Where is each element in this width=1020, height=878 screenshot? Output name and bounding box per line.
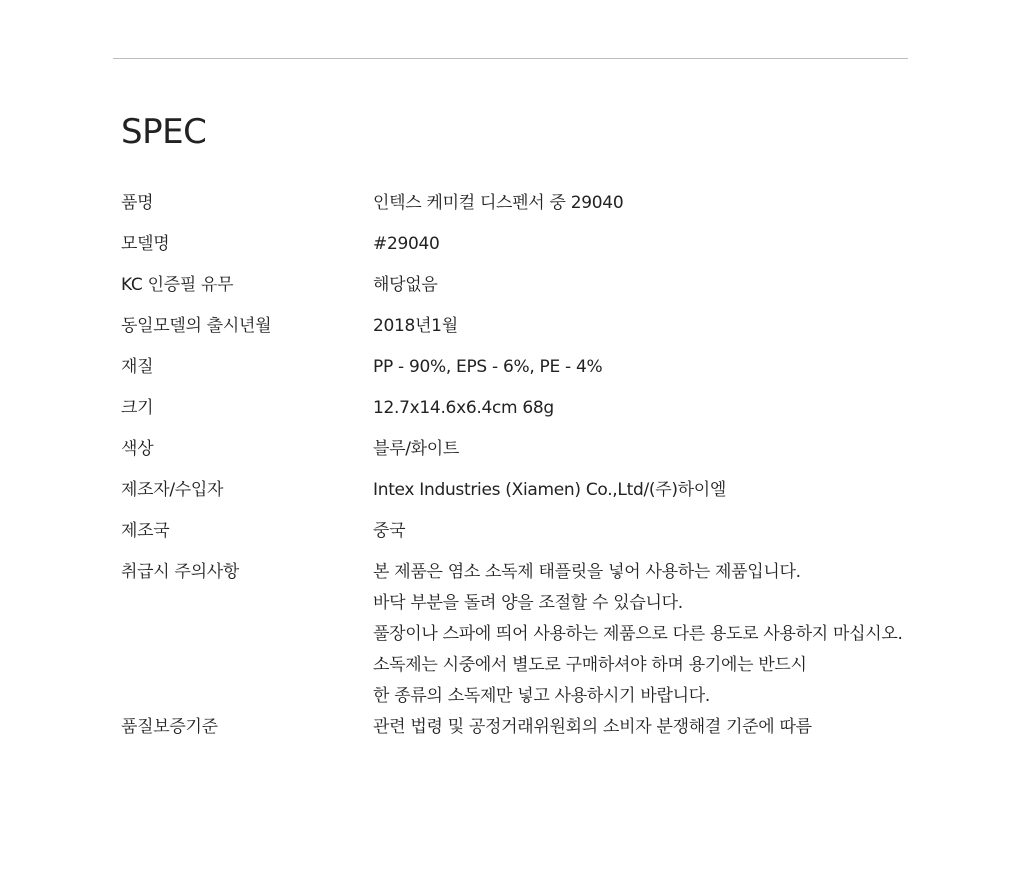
spec-label: 취급시 주의사항 bbox=[121, 562, 239, 582]
spec-label: 모델명 bbox=[121, 234, 170, 254]
spec-row-model-name bbox=[121, 229, 921, 270]
precaution-line: 본 제품은 염소 소독제 태플릿을 넣어 사용하는 제품입니다. bbox=[373, 562, 801, 582]
spec-value: 인텍스 케미컬 디스펜서 중 29040 bbox=[373, 193, 624, 213]
spec-value: PP - 90%, EPS - 6%, PE - 4% bbox=[373, 357, 603, 377]
spec-value: 중국 bbox=[373, 521, 406, 541]
precaution-line: 소독제는 시중에서 별도로 구매하셔야 하며 용기에는 반드시 bbox=[373, 655, 807, 675]
section-divider bbox=[113, 58, 908, 59]
spec-label: 색상 bbox=[121, 439, 154, 459]
section-title: SPEC bbox=[121, 112, 207, 152]
spec-value: #29040 bbox=[373, 234, 440, 254]
spec-row-material bbox=[121, 352, 921, 393]
spec-row-kc-certification bbox=[121, 270, 921, 311]
spec-row-country bbox=[121, 516, 921, 557]
spec-row-release-date bbox=[121, 311, 921, 352]
spec-table bbox=[121, 188, 921, 753]
spec-value: 해당없음 bbox=[373, 275, 438, 295]
spec-row-size bbox=[121, 393, 921, 434]
spec-value: Intex Industries (Xiamen) Co.,Ltd/(주)하이엘 bbox=[373, 480, 727, 500]
spec-label: 품명 bbox=[121, 193, 154, 213]
spec-value: 2018년1월 bbox=[373, 316, 458, 336]
spec-label: 제조국 bbox=[121, 521, 170, 541]
precaution-line: 풀장이나 스파에 띄어 사용하는 제품으로 다른 용도로 사용하지 마십시오. bbox=[373, 624, 903, 644]
spec-row-manufacturer bbox=[121, 475, 921, 516]
spec-value: 블루/화이트 bbox=[373, 439, 460, 459]
spec-row-color bbox=[121, 434, 921, 475]
spec-label: 동일모델의 출시년월 bbox=[121, 316, 272, 336]
spec-label: KC 인증필 유무 bbox=[121, 275, 234, 295]
spec-row-precautions bbox=[121, 557, 921, 712]
spec-label: 재질 bbox=[121, 357, 154, 377]
spec-label: 품질보증기준 bbox=[121, 717, 218, 737]
precaution-line: 바닥 부분을 돌려 양을 조절할 수 있습니다. bbox=[373, 593, 683, 613]
spec-label: 제조자/수입자 bbox=[121, 480, 224, 500]
spec-label: 크기 bbox=[121, 398, 154, 418]
precaution-line: 한 종류의 소독제만 넣고 사용하시기 바랍니다. bbox=[373, 686, 710, 706]
spec-value-multiline bbox=[373, 557, 921, 712]
spec-value: 관련 법령 및 공정거래위원회의 소비자 분쟁해결 기준에 따름 bbox=[373, 717, 812, 737]
spec-value: 12.7x14.6x6.4cm 68g bbox=[373, 398, 554, 418]
spec-row-quality-assurance bbox=[121, 712, 921, 753]
spec-row-product-name bbox=[121, 188, 921, 229]
